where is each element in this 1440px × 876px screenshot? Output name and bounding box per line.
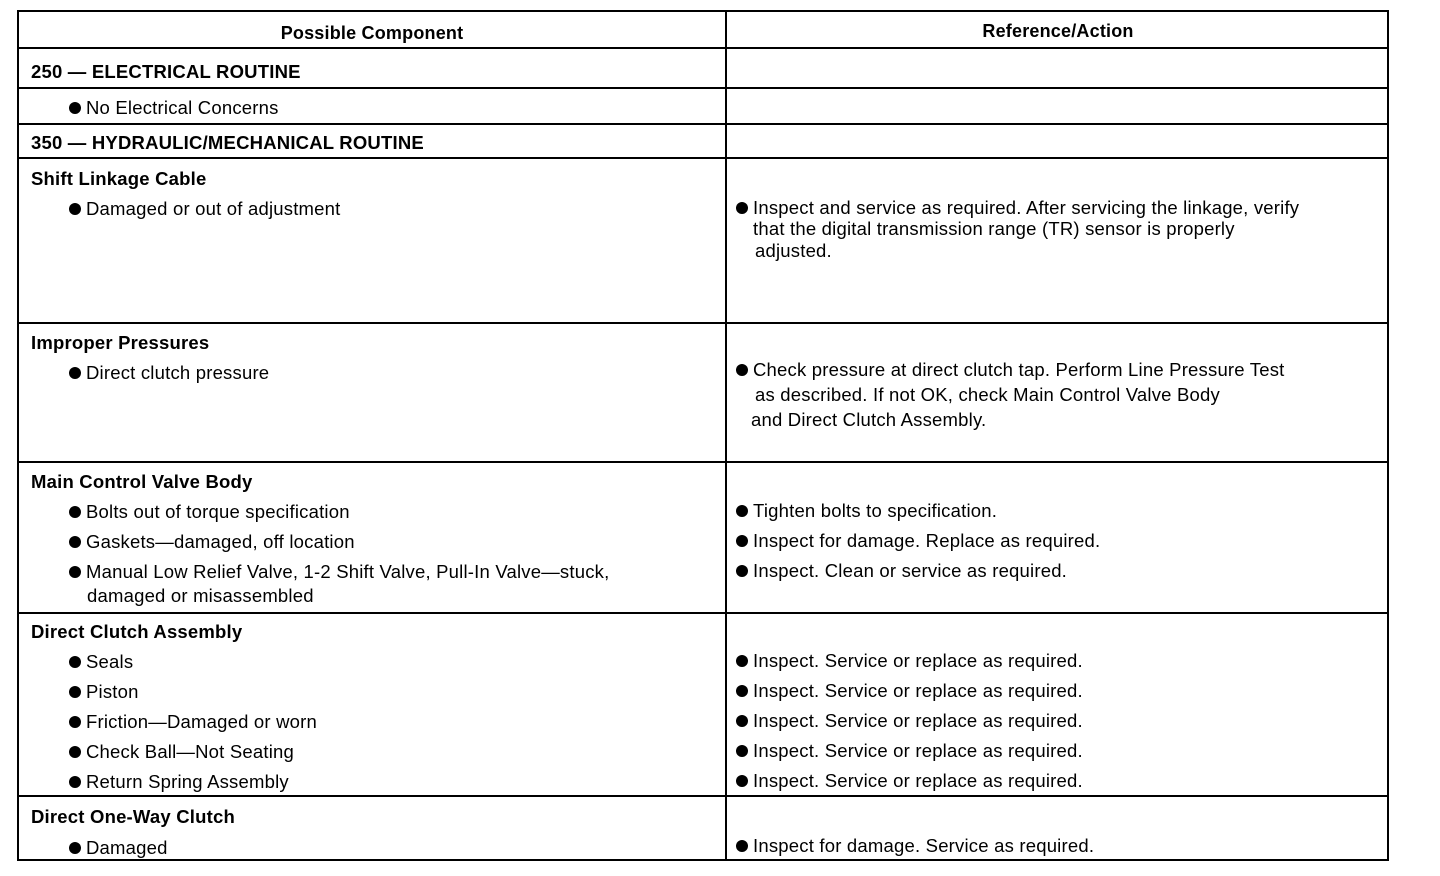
list-item: Seals <box>69 651 133 673</box>
list-item: Friction—Damaged or worn <box>69 711 317 733</box>
section-title-electrical: 250 — ELECTRICAL ROUTINE <box>31 61 301 82</box>
bullet-icon <box>736 565 748 577</box>
list-item: Gaskets—damaged, off location <box>69 531 355 553</box>
row-divider <box>19 47 1387 49</box>
action-text: Inspect. Service or replace as required. <box>736 770 1083 792</box>
section-title-direct-clutch: Direct Clutch Assembly <box>31 621 243 642</box>
bullet-icon <box>736 364 748 376</box>
section-title-hydraulic: 350 — HYDRAULIC/MECHANICAL ROUTINE <box>31 132 424 153</box>
action-text: Inspect. Service or replace as required. <box>736 740 1083 762</box>
bullet-icon <box>736 775 748 787</box>
bullet-icon <box>69 203 81 215</box>
list-item: No Electrical Concerns <box>69 97 279 119</box>
diagnosis-table <box>17 10 1389 861</box>
bullet-icon <box>69 716 81 728</box>
action-text: Inspect. Clean or service as required. <box>736 560 1067 582</box>
bullet-icon <box>736 535 748 547</box>
action-text: Inspect for damage. Replace as required. <box>736 530 1100 552</box>
section-title-valve-body: Main Control Valve Body <box>31 471 253 492</box>
list-item: Direct clutch pressure <box>69 362 269 384</box>
list-item: Bolts out of torque specification <box>69 501 350 523</box>
bullet-icon <box>736 745 748 757</box>
row-divider <box>19 123 1387 125</box>
list-item: Damaged <box>69 837 168 859</box>
section-title-pressures: Improper Pressures <box>31 332 210 353</box>
bullet-icon <box>69 367 81 379</box>
action-text: Tighten bolts to specification. <box>736 500 997 522</box>
bullet-icon <box>736 202 748 214</box>
bullet-icon <box>69 776 81 788</box>
bullet-icon <box>69 842 81 854</box>
list-item-cont: damaged or misassembled <box>87 585 314 606</box>
list-item: Manual Low Relief Valve, 1-2 Shift Valve, Pull-In Valve—stuck, <box>69 561 609 583</box>
row-divider <box>19 87 1387 89</box>
section-title-shift-linkage: Shift Linkage Cable <box>31 168 207 189</box>
row-divider <box>19 322 1387 324</box>
header-action: Reference/Action <box>982 21 1134 41</box>
bullet-icon <box>69 506 81 518</box>
bullet-icon <box>69 566 81 578</box>
list-item: Damaged or out of adjustment <box>69 198 340 220</box>
bullet-icon <box>69 686 81 698</box>
column-divider <box>725 12 727 859</box>
action-text: Inspect for damage. Service as required. <box>736 835 1094 857</box>
header-component: Possible Component <box>280 23 464 43</box>
bullet-icon <box>69 536 81 548</box>
bullet-icon <box>736 685 748 697</box>
action-text: Inspect. Service or replace as required. <box>736 710 1083 732</box>
bullet-icon <box>736 715 748 727</box>
action-text: Inspect and service as required. After servicing the linkage, verify <box>736 197 1299 219</box>
row-divider <box>19 795 1387 797</box>
row-divider <box>19 461 1387 463</box>
list-item: Return Spring Assembly <box>69 771 289 793</box>
bullet-icon <box>69 102 81 114</box>
section-title-one-way: Direct One-Way Clutch <box>31 806 235 827</box>
list-item: Check Ball—Not Seating <box>69 741 294 763</box>
row-divider <box>19 157 1387 159</box>
action-text: Inspect. Service or replace as required. <box>736 680 1083 702</box>
bullet-icon <box>736 505 748 517</box>
bullet-icon <box>69 656 81 668</box>
action-text: Check pressure at direct clutch tap. Perform Line Pressure Test <box>736 359 1285 381</box>
action-text-cont: that the digital transmission range (TR) sensor is properly <box>753 218 1235 239</box>
action-text-cont: as described. If not OK, check Main Control Valve Body <box>755 384 1220 405</box>
bullet-icon <box>736 655 748 667</box>
row-divider <box>19 612 1387 614</box>
bullet-icon <box>69 746 81 758</box>
bullet-icon <box>736 840 748 852</box>
action-text: Inspect. Service or replace as required. <box>736 650 1083 672</box>
action-text-cont: adjusted. <box>755 240 832 261</box>
list-item: Piston <box>69 681 139 703</box>
action-text-cont: and Direct Clutch Assembly. <box>751 409 987 430</box>
